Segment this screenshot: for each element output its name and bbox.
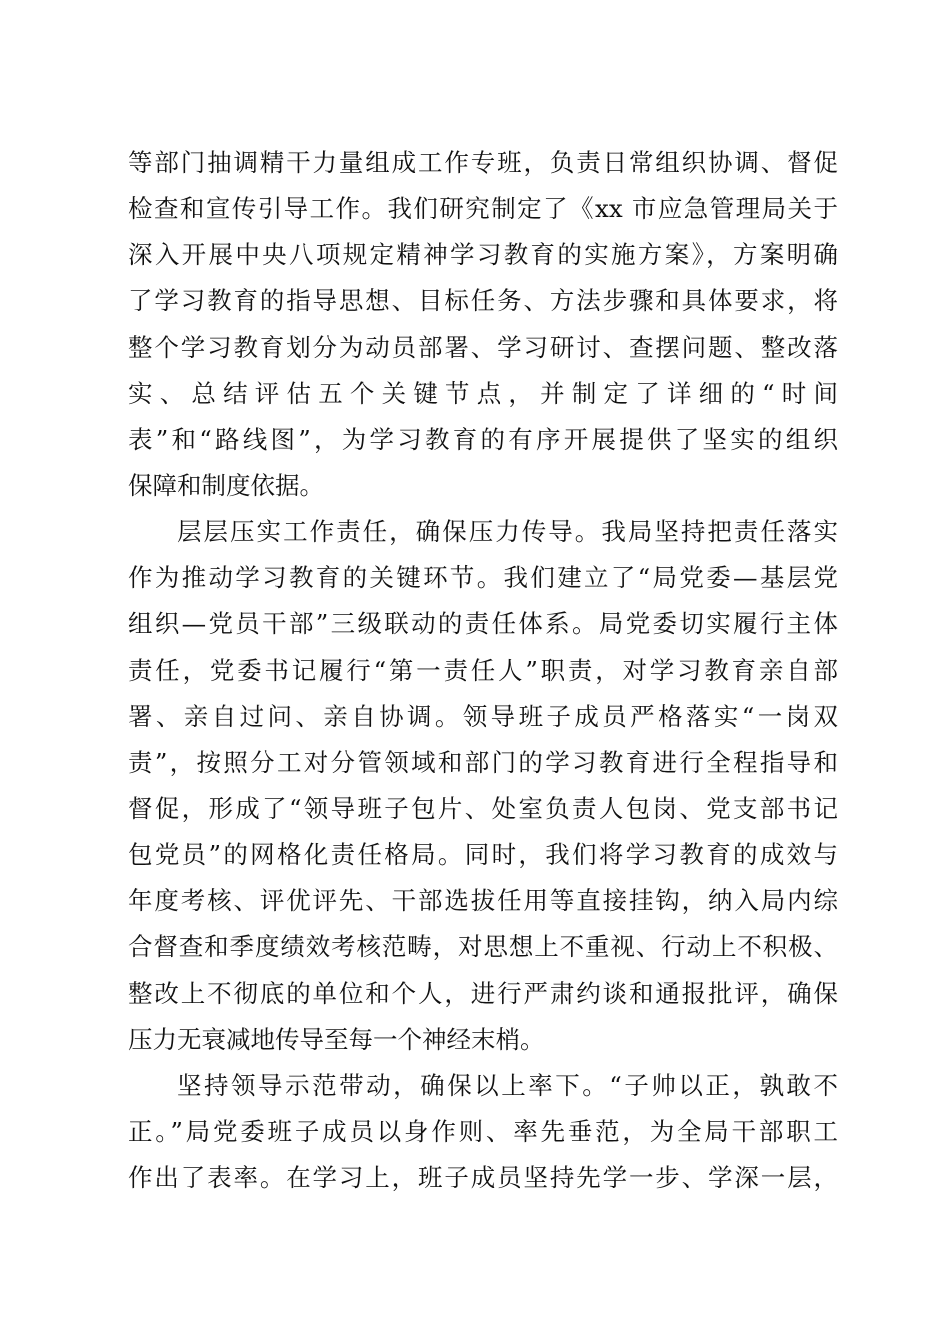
text-line: 署、亲自过问、亲自协调。领导班子成员严格落实“一岗双 [128, 701, 838, 731]
text-line: 保障和制度依据。 [128, 470, 324, 500]
paragraph-first-line: 层层压实工作责任，确保压力传导。我局坚持把责任落实 [177, 517, 838, 547]
text-line: 检查和宣传引导工作。我们研究制定了《xx 市应急管理局关于 [128, 194, 838, 224]
text-line: 整改上不彻底的单位和个人，进行严肃约谈和通报批评，确保 [128, 978, 838, 1008]
text-line: 作为推动学习教育的关键环节。我们建立了“局党委—基层党 [128, 563, 838, 593]
text-line: 表”和“路线图”，为学习教育的有序开展提供了坚实的组织 [128, 424, 838, 454]
text-line: 合督查和季度绩效考核范畴，对思想上不重视、行动上不积极、 [128, 932, 838, 962]
text-line: 组织—党员干部”三级联动的责任体系。局党委切实履行主体 [128, 609, 838, 639]
text-line: 责”，按照分工对分管领域和部门的学习教育进行全程指导和 [128, 747, 838, 777]
text-line: 深入开展中央八项规定精神学习教育的实施方案》，方案明确 [128, 240, 838, 270]
text-line: 等部门抽调精干力量组成工作专班，负责日常组织协调、督促 [128, 148, 838, 177]
text-line: 年度考核、评优评先、干部选拔任用等直接挂钩，纳入局内综 [128, 886, 838, 916]
text-line: 实、总结评估五个关键节点，并制定了详细的“时间 [128, 378, 838, 408]
body-text [128, 140, 838, 1201]
text-line: 督促，形成了“领导班子包片、处室负责人包岗、党支部书记 [128, 793, 838, 823]
text-line: 正。”局党委班子成员以身作则、率先垂范，为全局干部职工 [128, 1116, 838, 1146]
text-line: 包党员”的网格化责任格局。同时，我们将学习教育的成效与 [128, 840, 838, 870]
text-line: 了学习教育的指导思想、目标任务、方法步骤和具体要求，将 [128, 286, 838, 316]
text-line: 作出了表率。在学习上，班子成员坚持先学一步、学深一层， [128, 1163, 838, 1193]
text-line: 责任，党委书记履行“第一责任人”职责，对学习教育亲自部 [128, 655, 838, 685]
text-line: 整个学习教育划分为动员部署、学习研讨、查摆问题、整改落 [128, 332, 838, 362]
text-line: 压力无衰减地传导至每一个神经末梢。 [128, 1024, 545, 1054]
paragraph-first-line: 坚持领导示范带动，确保以上率下。“子帅以正，孰敢不 [177, 1070, 838, 1100]
